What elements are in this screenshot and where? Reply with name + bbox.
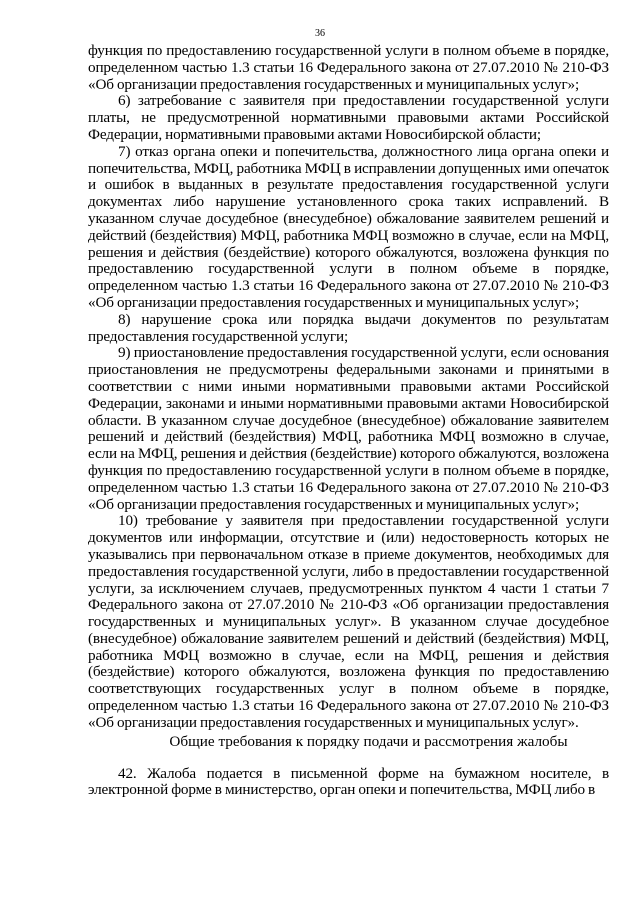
- paragraph-42: 42. Жалоба подается в письменной форме на бумажном носителе, в электронной форме в министерство, орган опеки и попечительства, МФЦ либо в: [88, 764, 609, 799]
- document-body: [88, 43, 609, 799]
- section-heading: Общие требования к порядку подачи и рассмотрения жалобы: [169, 732, 568, 750]
- list-item-9: 9) приостановление предоставления государственной услуги, если основания приостановления не предусмотрены федеральными законами и принятыми в соответствии с ними иными нормативными правовыми актами Российской Федерации, законами и иными нормативными правовыми актами Новосибирской области. В указанном случае досудебное (внесудебное) обжалование заявителем решений и действий (бездействия) МФЦ, работника МФЦ возможно в случае, если на МФЦ, решения и действия (бездействие) которого обжалуются, возложена функция по предоставлению государственной услуги в полном объеме в порядке, определенном частью 1.3 статьи 16 Федерального закона от 27.07.2010 № 210-ФЗ «Об организации предоставления государственных и муниципальных услуг»;: [88, 344, 609, 513]
- list-item-10: 10) требование у заявителя при предоставлении государственной услуги документов или информации, отсутствие и (или) недостоверность которых не указывались при первоначальном отказе в приеме документов, необходимых для предоставления государственной услуги, либо в предоставлении государственной услуги, за исключением случаев, предусмотренных пунктом 4 части 1 статьи 7 Федерального закона от 27.07.2010 № 210-ФЗ «Об организации предоставления государственных и муниципальных услуг». В указанном случае досудебное (внесудебное) обжалование заявителем решений и действий (бездействия) МФЦ, работника МФЦ возможно в случае, если на МФЦ, решения и действия (бездействие) которого обжалуются, возложена функция по предоставлению соответствующих государственных услуг в полном объеме в порядке, определенном частью 1.3 статьи 16 Федерального закона от 27.07.2010 № 210-ФЗ «Об организации предоставления государственных и муниципальных услуг».: [88, 512, 609, 731]
- spacer: [88, 750, 609, 766]
- list-item-6: 6) затребование с заявителя при предоставлении государственной услуги платы, не предусмотренной нормативными правовыми актами Российской Федерации, нормативными правовыми актами Новосибирской области;: [88, 92, 609, 143]
- page-number: 36: [315, 28, 325, 39]
- list-item-7: 7) отказ органа опеки и попечительства, должностного лица органа опеки и попечительства, МФЦ, работника МФЦ в исправлении допущенных ими опечаток и ошибок в выданных в результате предоставления государственной услуги документах либо нарушение установленного срока таких исправлений. В указанном случае досудебное (внесудебное) обжалование заявителем решений и действий (бездействия) МФЦ, работника МФЦ возможно в случае, если на МФЦ, решения и действия (бездействие) которого обжалуются, возложена функция по предоставлению государственной услуги в полном объеме в порядке, определенном частью 1.3 статьи 16 Федерального закона от 27.07.2010 № 210-ФЗ «Об организации предоставления государственных и муниципальных услуг»;: [88, 142, 609, 311]
- paragraph-continuation: функция по предоставлению государственной услуги в полном объеме в порядке, определенном частью 1.3 статьи 16 Федерального закона от 27.07.2010 № 210-ФЗ «Об организации предоставления государственных и муниципальных услуг»;: [88, 42, 609, 93]
- list-item-8: 8) нарушение срока или порядка выдачи документов по результатам предоставления государственной услуги;: [88, 310, 609, 345]
